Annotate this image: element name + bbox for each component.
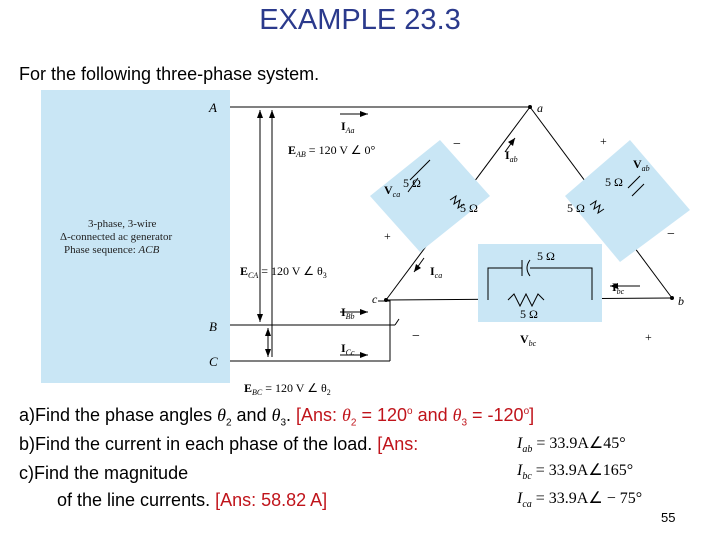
- svg-text:−: −: [453, 137, 461, 152]
- generator-label-2: Δ-connected ac generator: [60, 231, 173, 243]
- E-AB-label: $E_{AB} = 120$ V ∠ 0°: [288, 143, 376, 159]
- I-Cc-label: $I_{Cc}$: [341, 341, 355, 357]
- equation-Iab: $I_{ab}$ = 33.9A∠45°: [517, 435, 626, 456]
- answer-a: [Ans: $\theta_2 = 120^o$ and $\theta_3 = -120^o$]: [296, 405, 535, 429]
- node-a-label: a: [537, 101, 543, 115]
- svg-text:−: −: [412, 329, 420, 344]
- question-a: a)Find the phase angles $\theta_2$ and $\theta_3$. [Ans: $\theta_2 = 120^o$ and $\theta_3 = -120^o$]: [19, 405, 535, 429]
- generator-label-1: 3-phase, 3-wire: [88, 218, 157, 230]
- question-c: c)Find the magnitude: [19, 463, 189, 483]
- generator-label-3: Phase sequence: ACB: [64, 244, 160, 256]
- node-c-label: c: [372, 292, 378, 306]
- V-ca-label: $V_{ca}$: [384, 183, 401, 199]
- equation-Ibc: $I_{bc}$ = 33.9A∠165°: [517, 462, 634, 483]
- question-c-line2: of the line currents. [Ans: 58.82 A]: [57, 490, 328, 510]
- V-ab-label: $V_{ab}$: [633, 157, 650, 173]
- node-A-label: A: [209, 100, 217, 115]
- node-B-label: B: [209, 319, 217, 334]
- question-b: b)Find the current in each phase of the load. [Ans:: [19, 434, 419, 454]
- answer-b: [Ans:: [377, 434, 419, 454]
- svg-text:+: +: [645, 330, 652, 344]
- I-bc-label: $I_{bc}$: [612, 280, 625, 296]
- subtitle: For the following three-phase system.: [19, 64, 320, 84]
- node-C-label: C: [209, 354, 218, 369]
- I-ca-label: $I_{ca}$: [430, 264, 443, 280]
- bc-R-label: 5 Ω: [520, 307, 538, 321]
- bc-X-label: 5 Ω: [537, 249, 555, 263]
- ca-R-label: 5 Ω: [460, 201, 478, 215]
- ab-R-label: 5 Ω: [567, 201, 585, 215]
- equation-Ica: $I_{ca}$ = 33.9A∠ − 75°: [517, 490, 643, 511]
- node-b-label: b: [678, 294, 684, 308]
- page-title: EXAMPLE 23.3: [259, 4, 461, 36]
- svg-text:+: +: [600, 134, 607, 148]
- page-number: 55: [661, 510, 676, 525]
- I-ab-label: $I_{ab}$: [505, 148, 518, 164]
- svg-text:+: +: [384, 229, 391, 243]
- answer-c: [Ans: 58.82 A]: [215, 490, 328, 510]
- ca-X-label: 5 Ω: [403, 176, 421, 190]
- E-BC-label: $E_{BC} = 120$ V ∠ $\theta_2$: [244, 381, 331, 397]
- V-bc-label: $V_{bc}$: [520, 332, 537, 348]
- I-Aa-label: $I_{Aa}$: [341, 119, 355, 135]
- svg-text:−: −: [667, 227, 675, 242]
- I-Bb-label: $I_{Bb}$: [341, 305, 355, 321]
- ab-X-label: 5 Ω: [605, 175, 623, 189]
- E-CA-label: $E_{CA} = 120$ V ∠ $\theta_3$: [240, 264, 327, 280]
